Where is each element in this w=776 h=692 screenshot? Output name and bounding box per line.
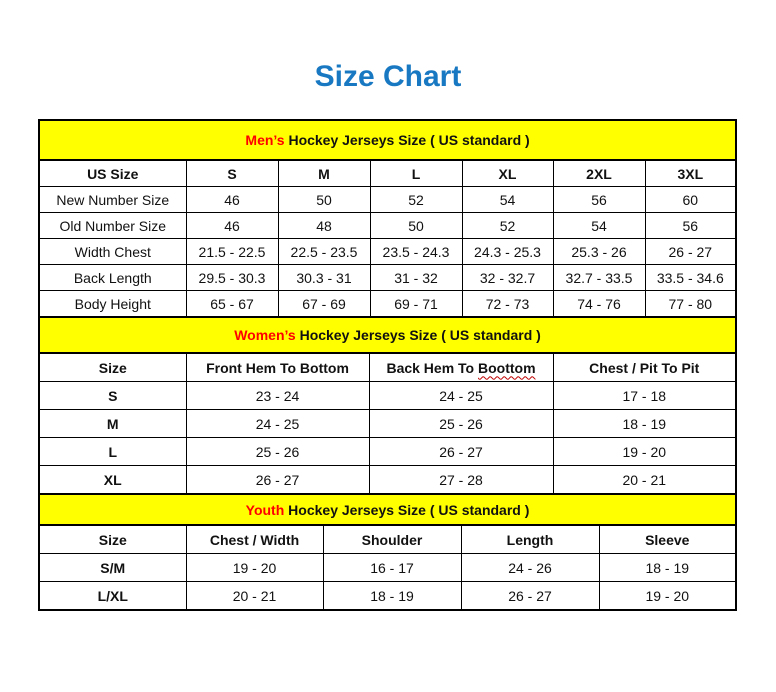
women-table-row xyxy=(39,382,736,410)
mens-header-cell: 2XL xyxy=(553,160,645,187)
youth-data-cell: 18 - 19 xyxy=(323,582,461,611)
youth-size-table xyxy=(38,493,737,611)
mens-data-cell: 52 xyxy=(462,213,553,239)
mens-row-label: Back Length xyxy=(39,265,186,291)
women-header-row xyxy=(39,353,736,382)
women-header-cell: Back Hem To Boottom xyxy=(369,353,553,382)
women-section-row xyxy=(39,317,736,353)
women-row-label: S xyxy=(39,382,186,410)
mens-table-row xyxy=(39,213,736,239)
mens-row-label: Width Chest xyxy=(39,239,186,265)
women-size-table xyxy=(38,316,737,495)
mens-header-cell: S xyxy=(186,160,278,187)
women-data-cell: 23 - 24 xyxy=(186,382,369,410)
mens-header-cell: 3XL xyxy=(645,160,736,187)
mens-data-cell: 54 xyxy=(553,213,645,239)
youth-header-cell: Chest / Width xyxy=(186,525,323,554)
mens-section-title: Men’s Hockey Jerseys Size ( US standard ) xyxy=(39,120,736,160)
women-table-row xyxy=(39,410,736,438)
mens-data-cell: 77 - 80 xyxy=(645,291,736,318)
mens-data-cell: 74 - 76 xyxy=(553,291,645,318)
mens-table-row xyxy=(39,239,736,265)
mens-data-cell: 54 xyxy=(462,187,553,213)
mens-size-table xyxy=(38,119,737,318)
mens-data-cell: 29.5 - 30.3 xyxy=(186,265,278,291)
youth-data-cell: 18 - 19 xyxy=(599,554,736,582)
mens-data-cell: 52 xyxy=(370,187,462,213)
mens-data-cell: 50 xyxy=(278,187,370,213)
mens-data-cell: 25.3 - 26 xyxy=(553,239,645,265)
mens-data-cell: 48 xyxy=(278,213,370,239)
women-section-title-highlight: Women’s xyxy=(234,327,296,343)
mens-row-label: Body Height xyxy=(39,291,186,318)
women-data-cell: 24 - 25 xyxy=(186,410,369,438)
youth-section-title: Youth Hockey Jerseys Size ( US standard ) xyxy=(39,494,736,525)
mens-data-cell: 32 - 32.7 xyxy=(462,265,553,291)
mens-header-row xyxy=(39,160,736,187)
women-row-label: L xyxy=(39,438,186,466)
mens-table-row xyxy=(39,291,736,318)
mens-data-cell: 50 xyxy=(370,213,462,239)
women-table-row xyxy=(39,466,736,495)
mens-data-cell: 56 xyxy=(553,187,645,213)
women-data-cell: 26 - 27 xyxy=(369,438,553,466)
women-data-cell: 25 - 26 xyxy=(369,410,553,438)
mens-data-cell: 69 - 71 xyxy=(370,291,462,318)
women-data-cell: 24 - 25 xyxy=(369,382,553,410)
women-section-title: Women’s Hockey Jerseys Size ( US standard ) xyxy=(39,317,736,353)
mens-header-cell: M xyxy=(278,160,370,187)
mens-data-cell: 32.7 - 33.5 xyxy=(553,265,645,291)
women-header-cell: Chest / Pit To Pit xyxy=(553,353,736,382)
women-data-cell: 26 - 27 xyxy=(186,466,369,495)
mens-data-cell: 33.5 - 34.6 xyxy=(645,265,736,291)
youth-row-label: L/XL xyxy=(39,582,186,611)
mens-data-cell: 67 - 69 xyxy=(278,291,370,318)
youth-row-label: S/M xyxy=(39,554,186,582)
youth-header-cell: Length xyxy=(461,525,599,554)
youth-data-cell: 19 - 20 xyxy=(599,582,736,611)
mens-data-cell: 24.3 - 25.3 xyxy=(462,239,553,265)
page-title: Size Chart xyxy=(314,60,462,93)
women-row-label: M xyxy=(39,410,186,438)
mens-header-cell: L xyxy=(370,160,462,187)
women-data-cell: 25 - 26 xyxy=(186,438,369,466)
women-header-cell: Front Hem To Bottom xyxy=(186,353,369,382)
women-table-row xyxy=(39,438,736,466)
youth-header-cell: Shoulder xyxy=(323,525,461,554)
youth-data-cell: 16 - 17 xyxy=(323,554,461,582)
mens-section-title-highlight: Men’s xyxy=(245,132,285,148)
mens-data-cell: 22.5 - 23.5 xyxy=(278,239,370,265)
youth-table-row xyxy=(39,554,736,582)
misspelled-word: Boottom xyxy=(478,359,536,376)
youth-data-cell: 26 - 27 xyxy=(461,582,599,611)
youth-section-row xyxy=(39,494,736,525)
mens-row-label: New Number Size xyxy=(39,187,186,213)
youth-data-cell: 20 - 21 xyxy=(186,582,323,611)
women-row-label: XL xyxy=(39,466,186,495)
mens-data-cell: 23.5 - 24.3 xyxy=(370,239,462,265)
women-data-cell: 17 - 18 xyxy=(553,382,736,410)
mens-data-cell: 46 xyxy=(186,213,278,239)
youth-header-row xyxy=(39,525,736,554)
mens-data-cell: 31 - 32 xyxy=(370,265,462,291)
youth-section-title-highlight: Youth xyxy=(245,501,285,518)
mens-row-label: Old Number Size xyxy=(39,213,186,239)
mens-data-cell: 21.5 - 22.5 xyxy=(186,239,278,265)
youth-table-row xyxy=(39,582,736,611)
mens-data-cell: 65 - 67 xyxy=(186,291,278,318)
youth-data-cell: 24 - 26 xyxy=(461,554,599,582)
mens-data-cell: 30.3 - 31 xyxy=(278,265,370,291)
mens-table-row xyxy=(39,187,736,213)
mens-data-cell: 46 xyxy=(186,187,278,213)
mens-section-row xyxy=(39,120,736,160)
women-data-cell: 18 - 19 xyxy=(553,410,736,438)
mens-header-cell: US Size xyxy=(39,160,186,187)
mens-data-cell: 56 xyxy=(645,213,736,239)
mens-header-cell: XL xyxy=(462,160,553,187)
women-data-cell: 27 - 28 xyxy=(369,466,553,495)
youth-header-cell: Size xyxy=(39,525,186,554)
mens-data-cell: 72 - 73 xyxy=(462,291,553,318)
size-tables xyxy=(38,119,737,611)
mens-data-cell: 60 xyxy=(645,187,736,213)
youth-data-cell: 19 - 20 xyxy=(186,554,323,582)
women-data-cell: 19 - 20 xyxy=(553,438,736,466)
women-data-cell: 20 - 21 xyxy=(553,466,736,495)
youth-header-cell: Sleeve xyxy=(599,525,736,554)
mens-data-cell: 26 - 27 xyxy=(645,239,736,265)
mens-table-row xyxy=(39,265,736,291)
women-header-cell: Size xyxy=(39,353,186,382)
